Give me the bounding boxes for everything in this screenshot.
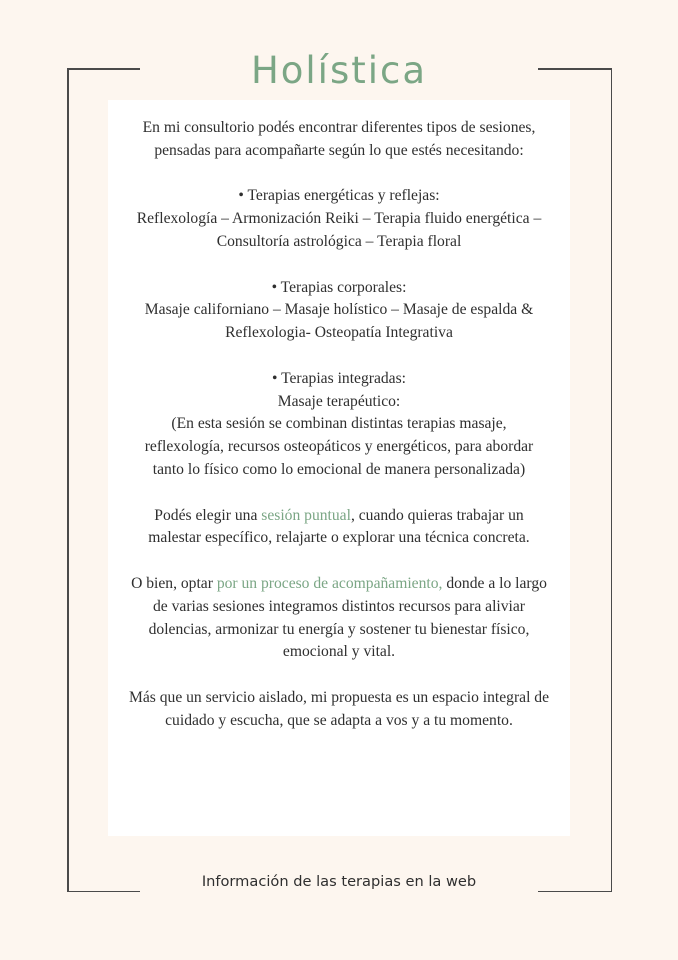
puntual-text-after: , cuando quieras trabajar un malestar específico, relajarte o explorar una técnica concreta. — [148, 506, 530, 547]
page-title: Holística — [250, 49, 428, 92]
footer-web-link[interactable]: Información de las terapias en la web — [201, 873, 477, 890]
section-body: (En esta sesión se combinan distintas terapias masaje, reflexología, recursos osteopáticos y energéticos, para abordar tanto lo físico como lo emocional de manera personalizada) — [144, 415, 534, 478]
frame-right-line — [611, 68, 613, 892]
section-corporales — [128, 277, 550, 345]
section-heading: • Terapias corporales: — [271, 278, 407, 296]
puntual-highlight: sesión puntual — [261, 506, 351, 524]
section-energeticas — [128, 185, 550, 253]
intro-paragraph: En mi consultorio podés encontrar diferentes tipos de sesiones, pensadas para acompañarte según lo que estés necesitando: — [142, 119, 536, 159]
section-body: Reflexología – Armonización Reiki – Terapia fluido energética – Consultoría astrológica – Terapia floral — [136, 210, 542, 250]
frame-left-line — [67, 68, 69, 892]
proceso-text-after: donde a lo largo de varias sesiones integramos distintos recursos para aliviar dolencias, armonizar tu energía y sostener tu bienestar físico, emocional y vital. — [148, 574, 547, 661]
section-body: Masaje californiano – Masaje holístico – Masaje de espalda & Reflexologia- Osteopatía Integrativa — [144, 301, 534, 342]
puntual-paragraph — [128, 505, 550, 551]
proceso-highlight: por un proceso de acompañamiento, — [216, 574, 443, 592]
section-subheading: Masaje terapéutico: — [277, 392, 401, 410]
section-heading: • Terapias integradas: — [272, 369, 406, 387]
section-heading: • Terapias energéticas y reflejas: — [238, 187, 440, 205]
proceso-paragraph — [128, 573, 550, 664]
closing-paragraph: Más que un servicio aislado, mi propuesta es un espacio integral de cuidado y escucha, que se adapta a vos y a tu momento. — [128, 688, 550, 729]
section-integradas — [128, 368, 550, 482]
puntual-text-before: Podés elegir una — [154, 506, 262, 524]
content-text — [128, 117, 550, 733]
proceso-text-before: O bien, optar — [131, 574, 217, 592]
